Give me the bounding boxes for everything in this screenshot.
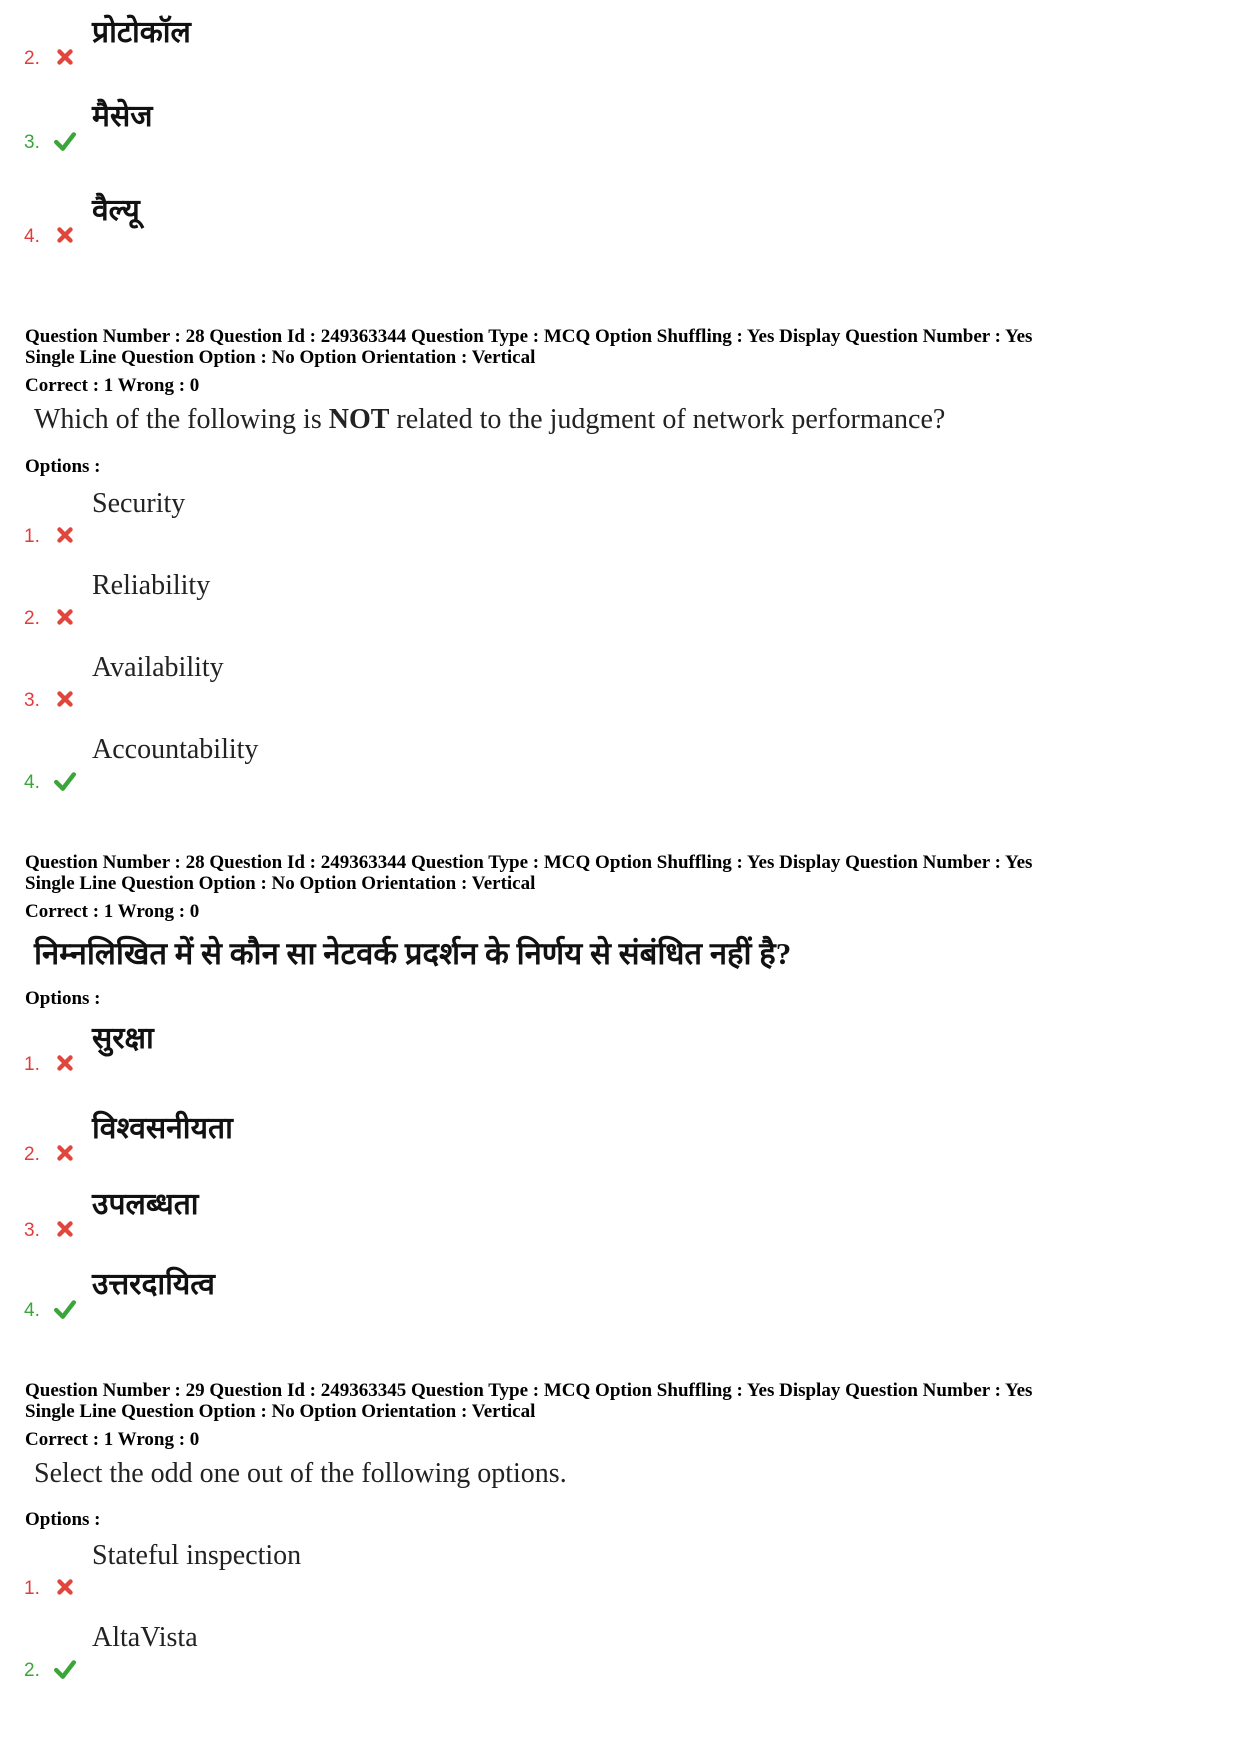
option-text: विश्वसनीयता (92, 1112, 233, 1145)
checkmark-icon (54, 130, 76, 152)
option-text: Stateful inspection (92, 1540, 302, 1571)
option-text: Availability (92, 652, 224, 683)
marks-line: Correct : 1 Wrong : 0 (25, 901, 200, 922)
option-number: 2. (24, 608, 40, 629)
checkmark-icon (54, 1658, 76, 1680)
marks-line: Correct : 1 Wrong : 0 (25, 1429, 200, 1450)
option-number: 2. (24, 1144, 40, 1165)
meta-line: Question Number : 28 Question Id : 249363344 Question Type : MCQ Option Shuffling : Yes Display Question Number : Yes (25, 326, 1033, 347)
option-text: सुरक्षा (92, 1022, 154, 1055)
meta-line: Single Line Question Option : No Option Orientation : Vertical (25, 1401, 536, 1422)
meta-line: Single Line Question Option : No Option Orientation : Vertical (25, 347, 536, 368)
option-number: 3. (24, 690, 40, 711)
marks-line: Correct : 1 Wrong : 0 (25, 375, 200, 396)
cross-icon (54, 1218, 76, 1240)
question-text-part: निम्नलिखित में से कौन सा नेटवर्क प्रदर्शन के निर्णय से संबंधित (34, 936, 710, 971)
option-text: Accountability (92, 734, 259, 765)
option-text: उत्तरदायित्व (92, 1268, 215, 1301)
question-meta (25, 326, 1032, 368)
option-text: AltaVista (92, 1622, 198, 1653)
checkmark-icon (54, 770, 76, 792)
options-label: Options : (25, 456, 101, 477)
question-text (34, 932, 791, 974)
cross-icon (54, 46, 76, 68)
option-number: 4. (24, 772, 40, 793)
option-number: 3. (24, 132, 40, 153)
option-number: 1. (24, 526, 40, 547)
option-text: उपलब्धता (92, 1188, 199, 1221)
cross-icon (54, 524, 76, 546)
cross-icon (54, 1576, 76, 1598)
question-text (34, 1458, 567, 1490)
option-text: Security (92, 488, 186, 519)
option-number: 2. (24, 1660, 40, 1681)
cross-icon (54, 688, 76, 710)
question-text-emphasis: नहीं (709, 936, 752, 971)
question-meta (25, 1380, 1032, 1422)
options-label: Options : (25, 1509, 101, 1530)
meta-line: Question Number : 29 Question Id : 249363345 Question Type : MCQ Option Shuffling : Yes Display Question Number : Yes (25, 1380, 1033, 1401)
option-number: 1. (24, 1054, 40, 1075)
options-label: Options : (25, 988, 101, 1009)
option-number: 4. (24, 226, 40, 247)
option-number: 1. (24, 1578, 40, 1599)
cross-icon (54, 224, 76, 246)
option-number: 2. (24, 48, 40, 69)
option-number: 4. (24, 1300, 40, 1321)
question-text-part: Which of the following is (34, 404, 329, 435)
option-number: 3. (24, 1220, 40, 1241)
checkmark-icon (54, 1298, 76, 1320)
question-text-part: Select the odd one out of the following options. (34, 1458, 567, 1489)
question-text-part: related to the judgment of network performance? (389, 404, 946, 435)
cross-icon (54, 606, 76, 628)
option-text: प्रोटोकॉल (92, 16, 191, 49)
cross-icon (54, 1052, 76, 1074)
question-text-emphasis: NOT (328, 404, 390, 435)
question-text (34, 404, 945, 436)
option-text: वैल्यू (92, 194, 140, 227)
meta-line: Question Number : 28 Question Id : 249363344 Question Type : MCQ Option Shuffling : Yes Display Question Number : Yes (25, 852, 1033, 873)
option-text: Reliability (92, 570, 211, 601)
option-text: मैसेज (92, 100, 153, 133)
cross-icon (54, 1142, 76, 1164)
question-meta (25, 852, 1032, 894)
meta-line: Single Line Question Option : No Option Orientation : Vertical (25, 873, 536, 894)
question-text-part: है? (751, 936, 792, 971)
